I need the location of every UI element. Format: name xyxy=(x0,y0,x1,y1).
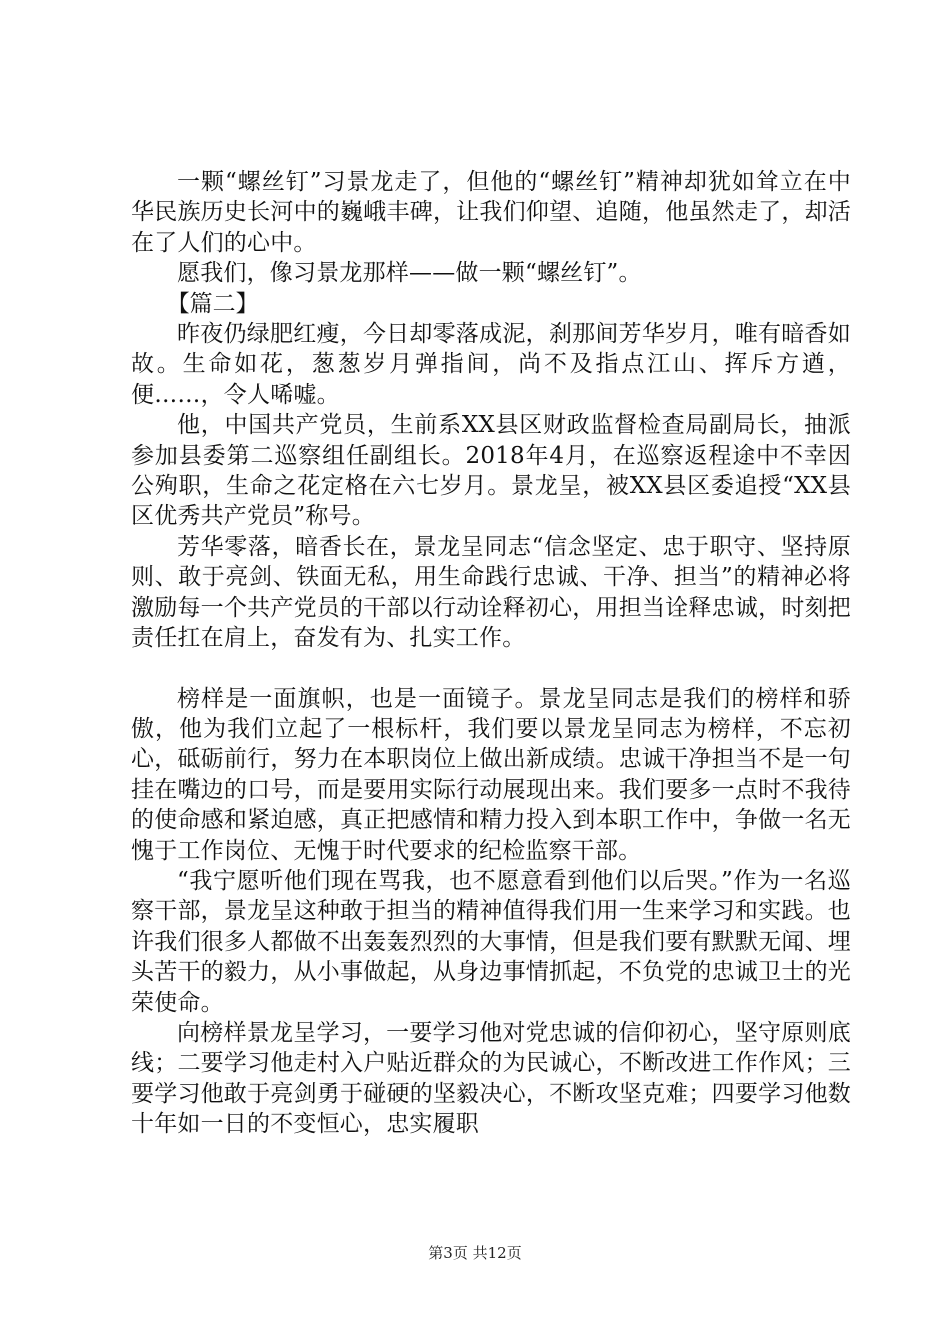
page-number: 第3页 共12页 xyxy=(428,1244,522,1262)
paragraph-quote: “我宁愿听他们现在骂我，也不愿意看到他们以后哭。”作为一名巡察干部，景龙呈这种敢于担当的精神值得我们用一生来学习和实践。也许我们很多人都做不出轰轰烈烈的大事情，但是我们要有默默无闻、埋头苦干的毅力，从小事做起，从身边事情抓起，不负党的忠诚卫士的光荣使命。 xyxy=(131,867,851,1016)
blank-line xyxy=(131,654,851,684)
paragraph-spirit: 芳华零落，暗香长在，景龙呈同志“信念坚定、忠于职守、坚持原则、敢于亮剑、铁面无私，用生命践行忠诚、干净、担当”的精神必将激励每一个共产党员的干部以行动诠释初心，用担当诠释忠诚，时刻把责任扛在肩上，奋发有为、扎实工作。 xyxy=(131,533,851,652)
section-heading: 【篇二】 xyxy=(166,290,259,317)
paragraph-wish: 愿我们，像习景龙那样——做一颗“螺丝钉”。 xyxy=(177,260,642,287)
paragraph-role-model: 榜样是一面旗帜，也是一面镜子。景龙呈同志是我们的榜样和骄傲，他为我们立起了一根标杆，我们要以景龙呈同志为榜样，不忘初心，砥砺前行，努力在本职岗位上做出新成绩。忠诚干净担当不是一句挂在嘴边的口号，而是要用实际行动展现出来。我们要多一点时不我待的使命感和紧迫感，真正把感情和精力投入到本职工作中，争做一名无愧于工作岗位、无愧于时代要求的纪检监察干部。 xyxy=(131,685,851,864)
paragraph-screw-spirit: 一颗“螺丝钉”习景龙走了，但他的“螺丝钉”精神却犹如耸立在中华民族历史长河中的巍峨丰碑，让我们仰望、追随，他虽然走了，却活在了人们的心中。 xyxy=(131,169,851,256)
paragraph-intro: 昨夜仍绿肥红瘦，今日却零落成泥，刹那间芳华岁月，唯有暗香如故。生命如花，葱葱岁月弹指间，尚不及指点江山、挥斥方遒，便……，令人唏嘘。 xyxy=(131,321,851,408)
document-body xyxy=(131,167,851,1140)
paragraph-biography: 他，中国共产党员，生前系XX县区财政监督检查局副局长，抽派参加县委第二巡察组任副组长。2018年4月，在巡察返程途中不幸因公殉职，生命之花定格在六七岁月。景龙呈，被XX县区委追授“XX县区优秀共产党员”称号。 xyxy=(131,412,851,530)
paragraph-learn: 向榜样景龙呈学习，一要学习他对党忠诚的信仰初心，坚守原则底线；二要学习他走村入户贴近群众的为民诚心，不断改进工作作风；三要学习他敢于亮剑勇于碰硬的坚毅决心，不断攻坚克难；四要学习他数十年如一日的不变恒心，忠实履职 xyxy=(131,1019,851,1138)
